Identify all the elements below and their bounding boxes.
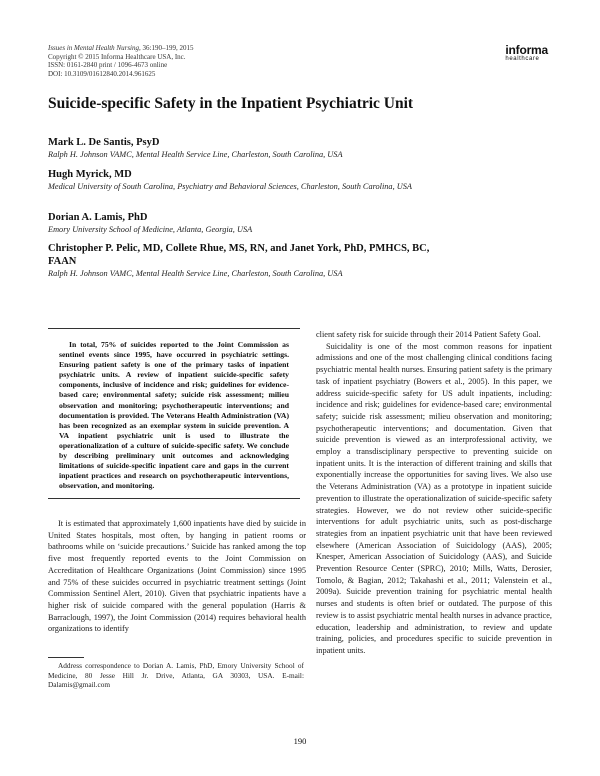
author-affiliation: Ralph H. Johnson VAMC, Mental Health Service Line, Charleston, South Carolina, USA	[48, 269, 343, 278]
author-affiliation: Medical University of South Carolina, Psychiatry and Behavioral Sciences, Charleston, South Carolina, USA	[48, 182, 412, 191]
author-affiliation: Ralph H. Johnson VAMC, Mental Health Service Line, Charleston, South Carolina, USA	[48, 150, 343, 159]
abstract-bottom-rule	[48, 498, 300, 499]
abstract-top-rule	[48, 328, 300, 329]
publisher-logo	[505, 44, 548, 62]
body-left-column: It is estimated that approximately 1,600 inpatients have died by suicide in United States hospitals, most often, by hanging in patient rooms or bathrooms while on ‘suicide precautions.’ Suicide has ranked among the top five most frequently reported events to the Joint Commission on Accreditation of Healthcare Organizations (Joint Commission) since 1995 and 75% of these suicides occurred in psychiatric treatment settings (Joint Commission Sentinel Alert, 2010). Given that psychiatric inpatients have a higher risk of suicide compared with the general population (Harris & Barraclough, 1997), the Joint Commission (2014) requires behavioral health organizations to identify	[48, 519, 306, 634]
journal-doi: DOI: 10.3109/01612840.2014.961625	[48, 69, 156, 78]
article-title: Suicide-specific Safety in the Inpatient Psychiatric Unit	[48, 95, 414, 112]
author-name: Mark L. De Santis, PsyD	[48, 137, 160, 148]
author-name: Christopher P. Pelic, MD, Collete Rhue, MS, RN, and Janet York, PhD, PMHCS, BC, FAAN	[48, 243, 430, 267]
correspondence-footnote: Address correspondence to Dorian A. Lamis, PhD, Emory University School of Medicine, 80 Jesse Hill Jr. Drive, Atlanta, GA 30303, USA. E-mail: Dalamis@gmail.com	[48, 661, 304, 689]
body-right-column	[316, 329, 552, 657]
journal-header	[48, 44, 308, 78]
journal-volume: 36:190–199, 2015	[142, 44, 194, 52]
author-name: Hugh Myrick, MD	[48, 169, 132, 180]
author-block-3	[48, 211, 558, 235]
journal-issn: ISSN: 0161-2840 print / 1096-4673 online	[48, 61, 168, 69]
author-block-1	[48, 136, 558, 160]
publisher-sub: healthcare	[505, 56, 540, 62]
paragraph: client safety risk for suicide through their 2014 Patient Safety Goal.	[316, 330, 541, 339]
author-name: Dorian A. Lamis, PhD	[48, 212, 148, 223]
journal-name: Issues in Mental Health Nursing,	[48, 44, 141, 52]
journal-copyright: Copyright © 2015 Informa Healthcare USA, Inc.	[48, 52, 186, 61]
publisher-brand: informa	[505, 43, 548, 57]
abstract: In total, 75% of suicides reported to the Joint Commission as sentinel events since 1995, have occurred in psychiatric settings. Ensuring patient safety is one of the primary tasks of inpatient psychiatric units. A review of inpatient suicide-specific safety components, inclusive of incidence and risk; guidelines for evidence-based care; environmental safety; suicide risk assessment; milieu observation and monitoring; psychotherapeutic interventions; and documentation is provided. The Veterans Health Administration (VA) has been recognized as an exemplar system in suicide prevention. A VA inpatient psychiatric unit is used to illustrate the operationalization of a culture of suicide-specific safety. We conclude by describing preliminary unit outcomes and acknowledging limitations of suicide-specific inpatient care and gaps in the current inpatient practices and research on psychotherapeutic interventions, observation, and monitoring.	[59, 340, 289, 491]
paragraph: Suicidality is one of the most common reasons for inpatient admissions and one of the most challenging clinical conditions facing psychiatric mental health nurses. Ensuring patient safety is the primary task of inpatient psychiatry (Bowers et al., 2005). In this paper, we address suicide-specific safety for US adult inpatients, including: incidence and risk; guidelines for evidence-based care; environmental safety; suicide risk assessment; milieu observation and monitoring; psychotherapeutic interventions; and documentation. Given that suicide prevention is viewed as an interprofessional activity, we employ a transdisciplinary perspective to preventing suicide on inpatient units. It is the interaction of different training and skills that exponentially increase the opportunities for saving lives. We also use the Veterans Administration (VA) as a prototype in inpatient suicide prevention to illustrate the operationalization of suicide-specific safety strategies. However, we do not review other suicide-specific interventions for adult psychiatric units, such as post-discharge strategies from an inpatient psychiatric unit that have been reviewed elsewhere (American Association of Suicidology (AAS), 2005; Knesper, American Association of Suicidology (AAS), and Suicide Prevention Resource Center (SPRC), 2010; Mills, Watts, Derosier, Tomolo, & Bagian, 2012; Takahashi et al., 2011; Valenstein et al., 2009a). Suicide prevention training for psychiatric mental health nurses and students is often brief or outdated. The purpose of this review is to assist psychiatric mental health nurses in advance practice, education, leadership and administration, to review and update training, policies, and procedures specific to suicide prevention in inpatient units.	[316, 341, 552, 655]
footnote-rule	[48, 657, 84, 658]
author-block-4	[48, 242, 458, 279]
author-block-2	[48, 168, 558, 192]
page-number: 190	[293, 736, 307, 746]
author-affiliation: Emory University School of Medicine, Atlanta, Georgia, USA	[48, 225, 253, 234]
